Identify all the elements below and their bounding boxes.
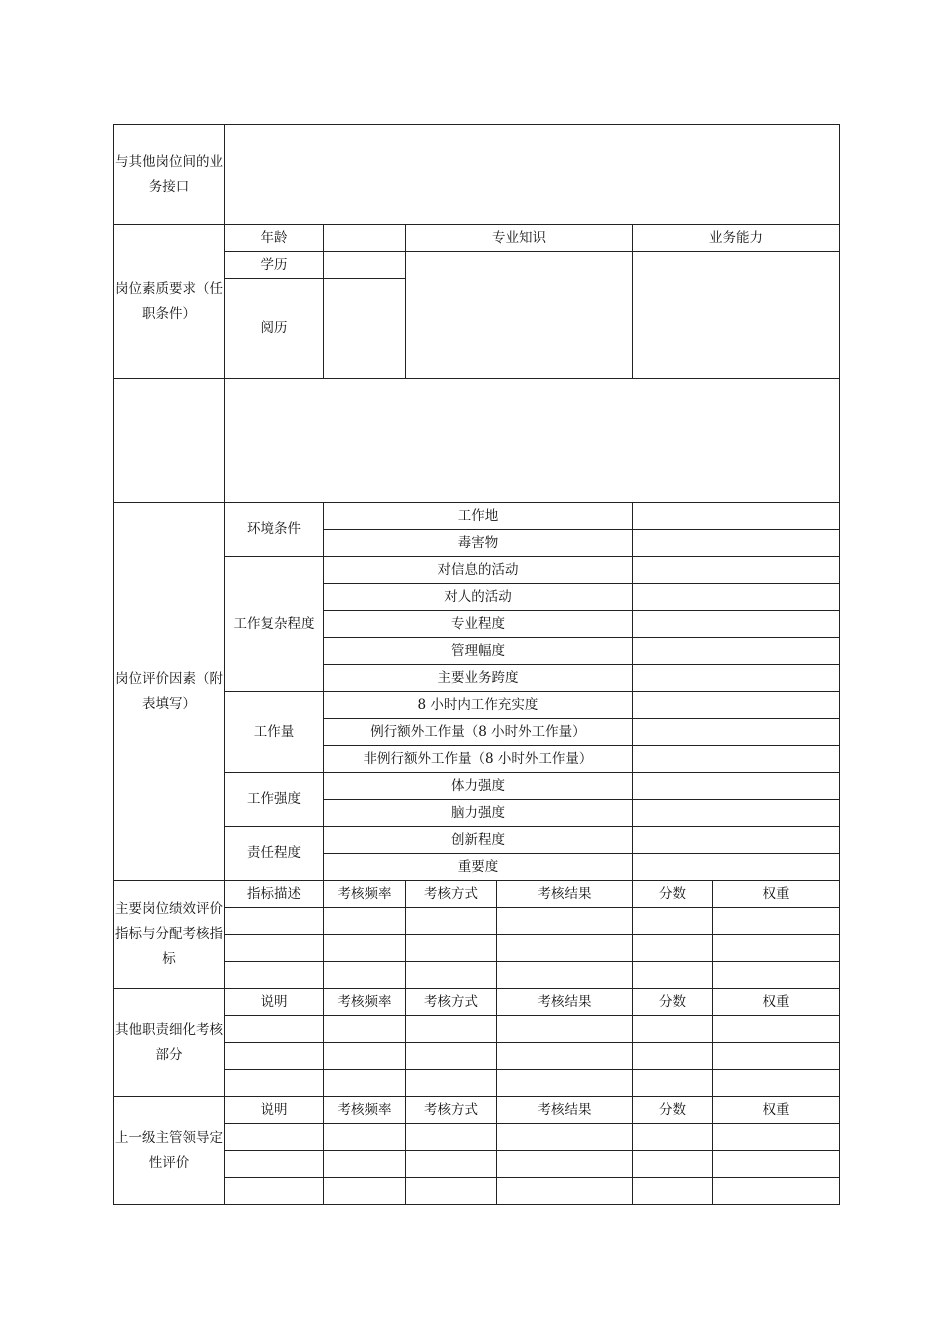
superior-cell[interactable] (497, 1151, 633, 1178)
kpi-header: 考核频率 (324, 881, 406, 908)
eval-item-label: 对人的活动 (324, 584, 633, 611)
superior-header: 说明 (225, 1097, 324, 1124)
other-cell[interactable] (225, 1016, 324, 1043)
superior-cell[interactable] (633, 1151, 713, 1178)
other-cell[interactable] (713, 1070, 840, 1097)
eval-item-label: 主要业务跨度 (324, 665, 633, 692)
blank-section-field[interactable] (225, 379, 840, 503)
other-cell[interactable] (406, 1070, 497, 1097)
eval-item-label: 创新程度 (324, 827, 633, 854)
eval-item-label: 非例行额外工作量（8 小时外工作量） (324, 746, 633, 773)
other-cell[interactable] (497, 1016, 633, 1043)
kpi-cell[interactable] (225, 908, 324, 935)
superior-header: 分数 (633, 1097, 713, 1124)
knowledge-header: 专业知识 (406, 225, 633, 252)
age-label: 年龄 (225, 225, 324, 252)
kpi-cell[interactable] (225, 962, 324, 989)
kpi-cell[interactable] (497, 935, 633, 962)
eval-item-label: 工作地 (324, 503, 633, 530)
other-cell[interactable] (497, 1043, 633, 1070)
kpi-cell[interactable] (633, 908, 713, 935)
eval-item-value[interactable] (633, 719, 840, 746)
superior-cell[interactable] (406, 1151, 497, 1178)
superior-header: 考核频率 (324, 1097, 406, 1124)
kpi-header: 分数 (633, 881, 713, 908)
kpi-cell[interactable] (324, 962, 406, 989)
experience-label: 阅历 (225, 279, 324, 379)
other-cell[interactable] (713, 1043, 840, 1070)
other-cell[interactable] (406, 1016, 497, 1043)
eval-item-value[interactable] (633, 746, 840, 773)
kpi-header: 考核方式 (406, 881, 497, 908)
eval-item-value[interactable] (633, 503, 840, 530)
superior-cell[interactable] (324, 1124, 406, 1151)
other-cell[interactable] (633, 1043, 713, 1070)
eval-item-label: 对信息的活动 (324, 557, 633, 584)
superior-cell[interactable] (633, 1178, 713, 1205)
other-cell[interactable] (713, 1016, 840, 1043)
kpi-cell[interactable] (497, 908, 633, 935)
superior-header: 考核方式 (406, 1097, 497, 1124)
superior-cell[interactable] (713, 1124, 840, 1151)
eval-item-label: 专业程度 (324, 611, 633, 638)
superior-cell[interactable] (713, 1178, 840, 1205)
superior-cell[interactable] (633, 1124, 713, 1151)
eval-item-value[interactable] (633, 638, 840, 665)
ability-field[interactable] (633, 252, 840, 379)
other-cell[interactable] (633, 1070, 713, 1097)
superior-cell[interactable] (406, 1178, 497, 1205)
superior-cell[interactable] (406, 1124, 497, 1151)
ability-header: 业务能力 (633, 225, 840, 252)
kpi-header: 权重 (713, 881, 840, 908)
eval-item-value[interactable] (633, 692, 840, 719)
kpi-header: 指标描述 (225, 881, 324, 908)
eval-item-label: 8 小时内工作充实度 (324, 692, 633, 719)
other-cell[interactable] (633, 1016, 713, 1043)
experience-field[interactable] (324, 279, 406, 379)
eval-item-value[interactable] (633, 530, 840, 557)
eval-item-value[interactable] (633, 854, 840, 881)
superior-cell[interactable] (497, 1124, 633, 1151)
eval-item-label: 毒害物 (324, 530, 633, 557)
eval-item-label: 脑力强度 (324, 800, 633, 827)
eval-group-label: 工作量 (225, 692, 324, 773)
superior-cell[interactable] (225, 1124, 324, 1151)
blank-section-label (114, 379, 225, 503)
kpi-cell[interactable] (633, 935, 713, 962)
eval-group-label: 环境条件 (225, 503, 324, 557)
eval-item-label: 体力强度 (324, 773, 633, 800)
kpi-cell[interactable] (406, 935, 497, 962)
other-header: 说明 (225, 989, 324, 1016)
kpi-cell[interactable] (713, 908, 840, 935)
kpi-cell[interactable] (633, 962, 713, 989)
kpi-cell[interactable] (497, 962, 633, 989)
other-cell[interactable] (406, 1043, 497, 1070)
other-cell[interactable] (225, 1043, 324, 1070)
section-label-kpi: 主要岗位绩效评价指标与分配考核指标 (114, 881, 225, 989)
eval-item-value[interactable] (633, 827, 840, 854)
kpi-cell[interactable] (324, 908, 406, 935)
superior-header: 权重 (713, 1097, 840, 1124)
superior-cell[interactable] (324, 1178, 406, 1205)
age-field[interactable] (324, 225, 406, 252)
other-header: 考核结果 (497, 989, 633, 1016)
other-cell[interactable] (324, 1043, 406, 1070)
kpi-header: 考核结果 (497, 881, 633, 908)
superior-cell[interactable] (497, 1178, 633, 1205)
other-header: 考核方式 (406, 989, 497, 1016)
kpi-cell[interactable] (324, 935, 406, 962)
other-cell[interactable] (225, 1070, 324, 1097)
other-header: 分数 (633, 989, 713, 1016)
eval-group-label: 工作强度 (225, 773, 324, 827)
eval-item-value[interactable] (633, 773, 840, 800)
section-label-superior: 上一级主管领导定性评价 (114, 1097, 225, 1205)
superior-header: 考核结果 (497, 1097, 633, 1124)
kpi-cell[interactable] (713, 962, 840, 989)
eval-item-value[interactable] (633, 611, 840, 638)
other-cell[interactable] (324, 1016, 406, 1043)
eval-item-value[interactable] (633, 584, 840, 611)
superior-cell[interactable] (713, 1151, 840, 1178)
superior-cell[interactable] (225, 1178, 324, 1205)
job-description-form (113, 124, 840, 1205)
eval-item-value[interactable] (633, 665, 840, 692)
eval-item-label: 例行额外工作量（8 小时外工作量） (324, 719, 633, 746)
kpi-cell[interactable] (713, 935, 840, 962)
other-cell[interactable] (497, 1070, 633, 1097)
section-label-eval: 岗位评价因素（附表填写） (114, 503, 225, 881)
kpi-cell[interactable] (406, 908, 497, 935)
eval-item-label: 管理幅度 (324, 638, 633, 665)
superior-cell[interactable] (225, 1151, 324, 1178)
other-header: 权重 (713, 989, 840, 1016)
eval-group-label: 工作复杂程度 (225, 557, 324, 692)
other-header: 考核频率 (324, 989, 406, 1016)
knowledge-field[interactable] (406, 252, 633, 379)
section-label-interface: 与其他岗位间的业务接口 (114, 125, 225, 225)
eval-item-label: 重要度 (324, 854, 633, 881)
education-label: 学历 (225, 252, 324, 279)
kpi-cell[interactable] (225, 935, 324, 962)
other-cell[interactable] (324, 1070, 406, 1097)
interface-field[interactable] (225, 125, 840, 225)
eval-item-value[interactable] (633, 557, 840, 584)
superior-cell[interactable] (324, 1151, 406, 1178)
section-label-other: 其他职责细化考核部分 (114, 989, 225, 1097)
section-label-quality: 岗位素质要求（任职条件） (114, 225, 225, 379)
education-field[interactable] (324, 252, 406, 279)
eval-item-value[interactable] (633, 800, 840, 827)
eval-group-label: 责任程度 (225, 827, 324, 881)
kpi-cell[interactable] (406, 962, 497, 989)
